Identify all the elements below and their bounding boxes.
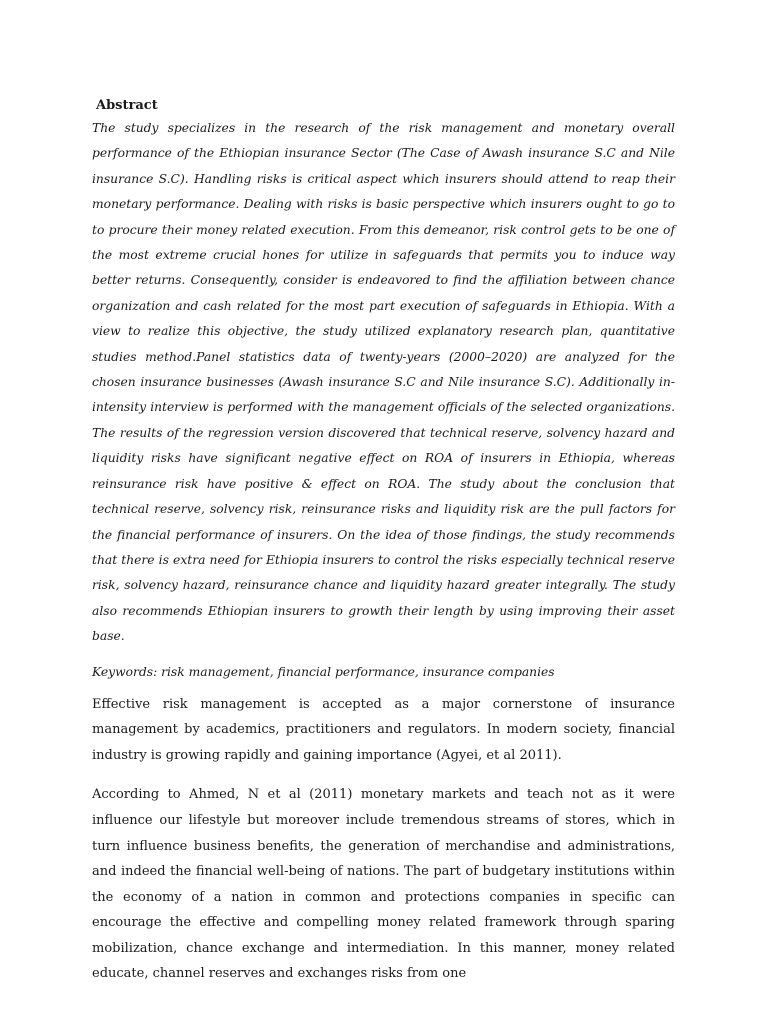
document-page	[92, 96, 675, 987]
abstract-heading: Abstract	[96, 98, 158, 113]
body-paragraph: According to Ahmed, N et al (2011) monetary markets and teach not as it were influence our lifestyle but moreover include tremendous streams of stores, which in turn influence business benefits, the generation of merchandise and administrations, and indeed the financial well-being of nations. The part of budgetary institutions within the economy of a nation in common and protections companies in specific can encourage the effective and compelling money related framework through sparing mobilization, chance exchange and intermediation. In this manner, money related educate, channel reserves and exchanges risks from one	[92, 787, 675, 982]
abstract-text: The study specializes in the research of the risk management and monetary overall performance of the Ethiopian insurance Sector (The Case of Awash insurance S.C and Nile insurance S.C). Handling risks is critical aspect which insurers should attend to reap their monetary performance. Dealing with risks is basic perspective which insurers ought to go to to procure their money related execution. From this demeanor, risk control gets to be one of the most extreme crucial hones for utilize in safeguards that permits you to induce way better returns. Consequently, consider is endeavored to find the affiliation between chance organization and cash related for the most part execution of safeguards in Ethiopia. With a view to realize this objective, the study utilized explanatory research plan, quantitative studies method.Panel statistics data of twenty-years (2000–2020) are analyzed for the chosen insurance businesses (Awash insurance S.C and Nile insurance S.C). Additionally in-intensity interview is performed with the management officials of the selected organizations. The results of the regression version discovered that technical reserve, solvency hazard and liquidity risks have significant negative effect on ROA of insurers in Ethiopia, whereas reinsurance risk have positive & effect on ROA. The study about the conclusion that technical reserve, solvency risk, reinsurance risks and liquidity risk are the pull factors for the financial performance of insurers. On the idea of those findings, the study recommends that there is extra need for Ethiopia insurers to control the risks especially technical reserve risk, solvency hazard, reinsurance chance and liquidity hazard greater integrally. The study also recommends Ethiopian insurers to growth their length by using improving their asset base.	[92, 121, 675, 644]
body-paragraph: Effective risk management is accepted as a major cornerstone of insurance management by academics, practitioners and regulators. In modern society, financial industry is growing rapidly and gaining importance (Agyei, et al 2011).	[92, 696, 675, 763]
keywords-line: Keywords: risk management, financial performance, insurance companies	[92, 664, 555, 679]
